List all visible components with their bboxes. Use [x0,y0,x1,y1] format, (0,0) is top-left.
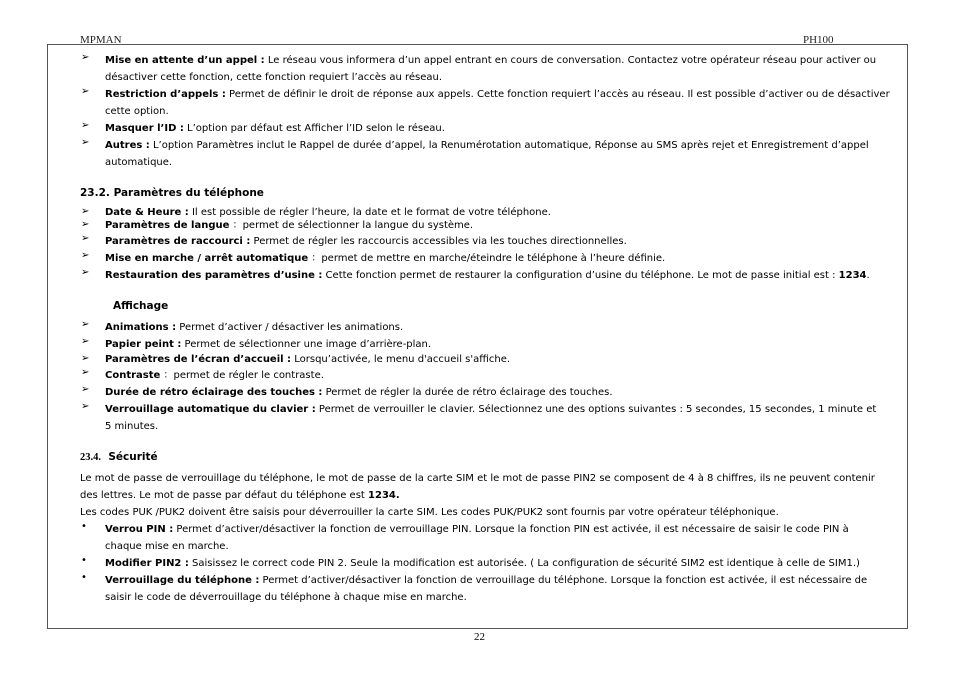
page-number: 22 [474,631,485,643]
arrow-bullet-icon: ➢ [81,137,90,148]
arrow-bullet-icon: ➢ [81,367,90,378]
arrow-bullet-icon: ➢ [81,319,90,330]
list-item: ➢ Restauration des paramètres d’usine : Cette fonction permet de restaurer la configuration d’usine du téléphone. Le mot de passe initial est : 1234. [81,267,870,281]
arrow-bullet-icon: ➢ [81,233,90,244]
list-item: ➢ Autres : L’option Paramètres inclut le Rappel de durée d’appel, la Renumérotation automatique, Réponse au SMS après rejet et Enregistrement d’appel automatique. [81,137,869,168]
list-item: ➢ Restriction d’appels : Permet de définir le droit de réponse aux appels. Cette fonction requiert l’accès au réseau. Il est possible d’activer ou de désactiver cette option. [81,86,890,117]
dot-bullet-icon: • [81,521,87,532]
section-heading: 23.4. Sécurité [80,451,158,463]
dot-bullet-icon: • [81,555,87,566]
arrow-bullet-icon: ➢ [81,353,90,364]
list-item: ➢ Date & Heure : Il est possible de régler l’heure, la date et le format de votre téléphone. [81,206,551,218]
header-right: PH100 [803,34,834,46]
arrow-bullet-icon: ➢ [81,86,90,97]
list-item: ➢ Masquer l’ID : L’option par défaut est Afficher l’ID selon le réseau. [81,120,445,134]
arrow-bullet-icon: ➢ [81,52,90,63]
security-intro-line-2: des lettres. Le mot de passe par défaut du téléphone est 1234. [80,490,400,501]
arrow-bullet-icon: ➢ [81,267,90,278]
list-item: ➢ Verrouillage automatique du clavier : Permet de verrouiller le clavier. Sélectionnez une des options suivantes : 5 secondes, 15 secondes, 1 minute et 5 minutes. [81,401,877,432]
list-item: ➢ Contraste ：permet de régler le contraste. [81,367,324,381]
arrow-bullet-icon: ➢ [81,219,90,230]
arrow-bullet-icon: ➢ [81,336,90,347]
list-item: ➢ Animations : Permet d’activer / désactiver les animations. [81,319,404,333]
list-item: ➢ Mise en attente d’un appel : Le réseau vous informera d’un appel entrant en cours de conversation. Contactez votre opérateur réseau pour activer ou désactiver cette fonction, cette fonction requiert l’accès au réseau. [81,52,877,83]
arrow-bullet-icon: ➢ [81,120,90,131]
list-item: ➢ Paramètres de langue ：permet de sélectionner la langue du système. [81,219,474,231]
list-item: • Modifier PIN2 : Saisissez le correct code PIN 2. Seule la modification est autorisée. ( La configuration de sécurité SIM2 est identique à celle de SIM1.) [81,555,860,569]
arrow-bullet-icon: ➢ [81,401,90,412]
list-item: ➢ Papier peint : Permet de sélectionner une image d’arrière-plan. [81,336,432,350]
arrow-bullet-icon: ➢ [81,384,90,395]
subsection-heading: Affichage [113,300,169,312]
arrow-bullet-icon: ➢ [81,250,90,261]
page-content [80,52,890,606]
header-left: MPMAN [80,34,122,46]
list-item: ➢ Paramètres de raccourci : Permet de régler les raccourcis accessibles via les touches directionnelles. [81,233,627,247]
list-item: • Verrouillage du téléphone : Permet d’activer/désactiver la fonction de verrouillage du téléphone. Lorsque la fonction est activée, il est nécessaire de saisir le code de déverrouillage du téléphone à chaque mise en marche. [81,572,868,603]
security-intro-line-1: Le mot de passe de verrouillage du téléphone, le mot de passe de la carte SIM et le mot de passe PIN2 se composent de 4 à 8 chiffres, ils ne peuvent contenir [80,473,875,484]
section-heading: 23.2. Paramètres du téléphone [80,187,264,199]
security-intro-line-3: Les codes PUK /PUK2 doivent être saisis pour déverrouiller la carte SIM. Les codes PUK/PUK2 sont fournis par votre opérateur téléphonique. [80,507,779,518]
arrow-bullet-icon: ➢ [81,206,90,217]
list-item: ➢ Mise en marche / arrêt automatique ：permet de mettre en marche/éteindre le téléphone à l’heure définie. [81,250,666,264]
dot-bullet-icon: • [81,572,87,583]
list-item: • Verrou PIN : Permet d’activer/désactiver la fonction de verrouillage PIN. Lorsque la fonction PIN est activée, il est nécessaire de saisir le code PIN à chaque mise en marche. [81,521,849,552]
list-item: ➢ Durée de rétro éclairage des touches : Permet de régler la durée de rétro éclairage des touches. [81,384,613,398]
list-item: ➢ Paramètres de l’écran d’accueil : Lorsqu’activée, le menu d'accueil s'affiche. [81,353,511,365]
